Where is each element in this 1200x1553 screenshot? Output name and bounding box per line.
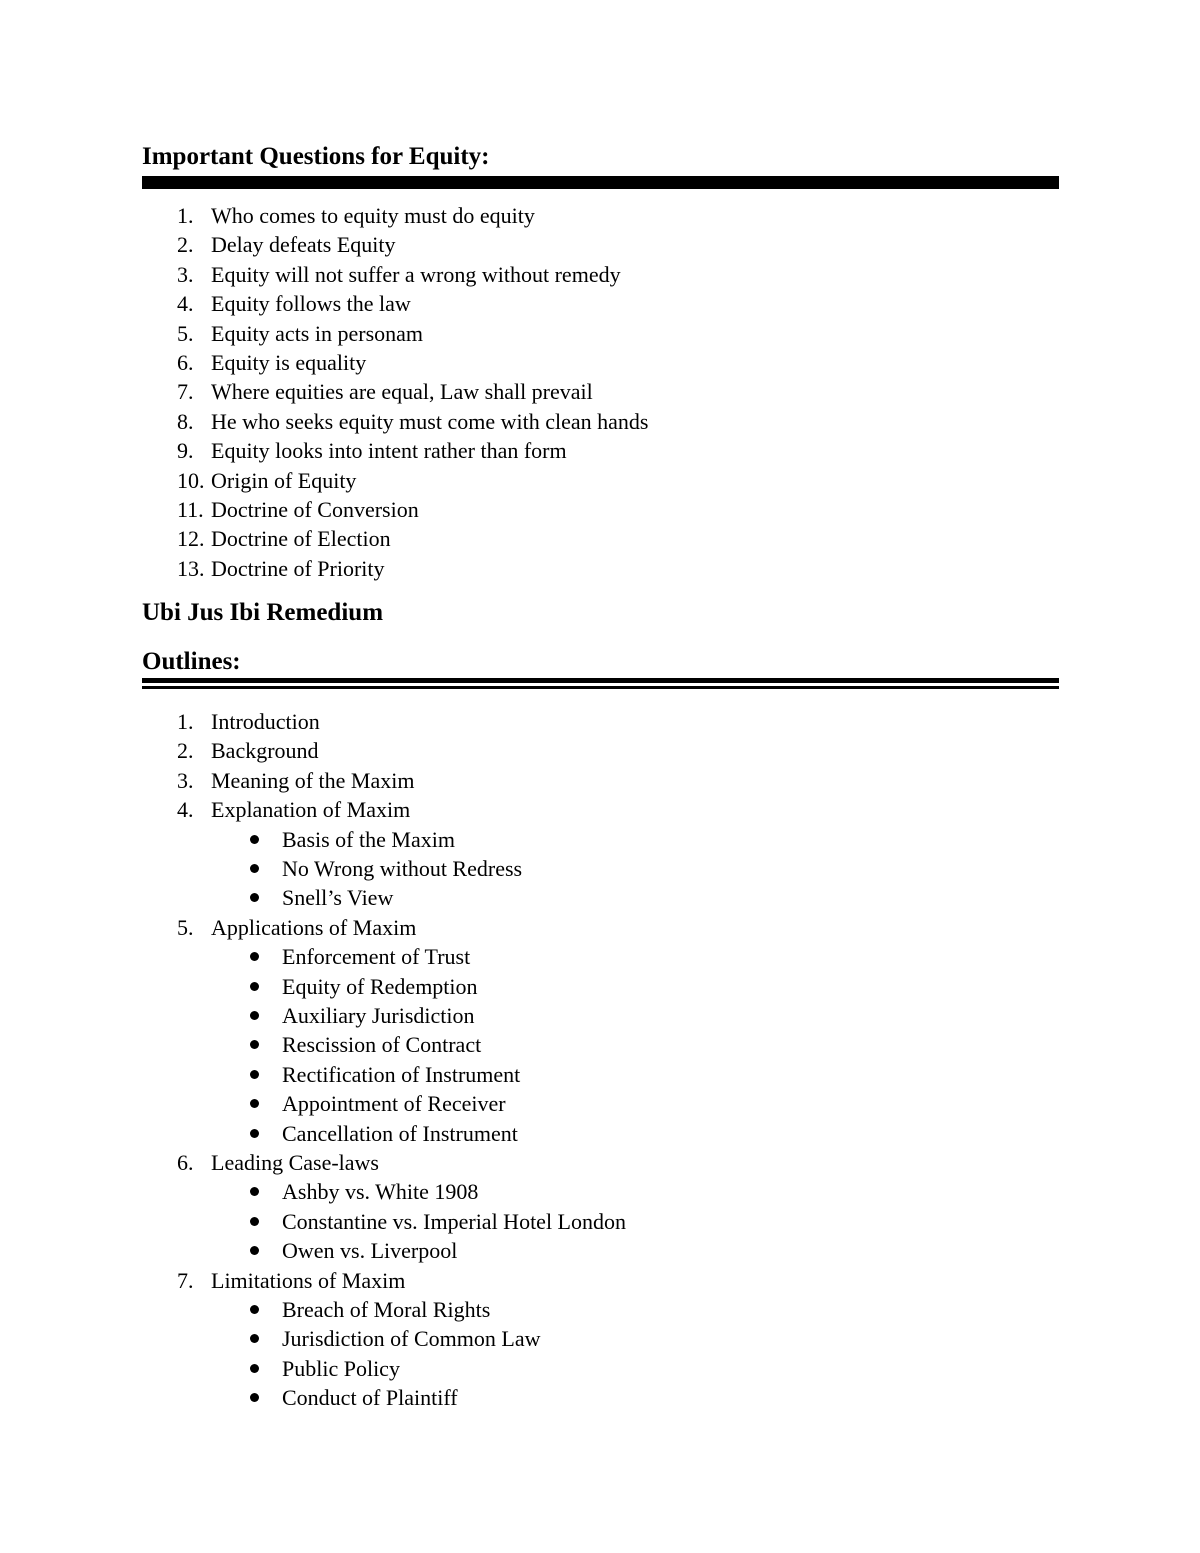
bullet-icon (250, 1393, 259, 1402)
sub-list-item (0, 854, 1200, 883)
bullet-icon (250, 893, 259, 902)
sub-list-item (0, 1236, 1200, 1265)
list-item-text: Equity follows the law (211, 291, 411, 317)
important-questions-heading: Important Questions for Equity: (142, 143, 490, 170)
sub-list-item-text: Equity of Redemption (282, 973, 478, 999)
sub-list-item-text: Breach of Moral Rights (282, 1297, 491, 1322)
list-item-number: 7. (177, 1267, 194, 1293)
bullet-icon (250, 864, 259, 873)
sub-list-item (0, 1324, 1200, 1353)
bullet-icon (250, 1040, 259, 1049)
list-item (0, 495, 1200, 524)
outlines-rule-top (142, 678, 1059, 683)
list-item-text: Equity is equality (211, 350, 367, 375)
outlines-rule-bottom (142, 686, 1059, 689)
sub-list-item (0, 1001, 1200, 1030)
sub-list-item (0, 1030, 1200, 1059)
maxim-title: Ubi Jus Ibi Remedium (142, 599, 384, 626)
bullet-icon (250, 1099, 259, 1108)
sub-list-item-text: Public Policy (282, 1355, 400, 1381)
sub-list-item (0, 942, 1200, 971)
list-item-number: 6. (177, 350, 194, 375)
list-item (0, 766, 1200, 795)
list-item-number: 6. (177, 1150, 194, 1175)
list-item-number: 2. (177, 738, 194, 764)
list-item-text: Who comes to equity must do equity (211, 203, 535, 228)
bullet-icon (250, 1187, 259, 1196)
bullet-icon (250, 1364, 259, 1373)
list-item-text: Equity will not suffer a wrong without remedy (211, 261, 621, 287)
sub-list-item (0, 825, 1200, 854)
list-item (0, 1266, 1200, 1295)
list-item-number: 3. (177, 767, 194, 793)
sub-list-item (0, 972, 1200, 1001)
bullet-icon (250, 1246, 259, 1255)
bullet-icon (250, 1334, 259, 1343)
list-item-text: Meaning of the Maxim (211, 767, 415, 793)
list-item (0, 260, 1200, 289)
list-item (0, 407, 1200, 436)
list-item-text: Explanation of Maxim (211, 797, 411, 823)
list-item (0, 1148, 1200, 1177)
list-item-number: 1. (177, 203, 194, 228)
list-item (0, 524, 1200, 553)
sub-list-item (0, 1119, 1200, 1148)
list-item (0, 436, 1200, 465)
list-item (0, 201, 1200, 230)
list-item (0, 319, 1200, 348)
list-item (0, 289, 1200, 318)
sub-list-item (0, 883, 1200, 912)
sub-list-item (0, 1207, 1200, 1236)
sub-list-item-text: Owen vs. Liverpool (282, 1238, 458, 1264)
sub-list-item (0, 1295, 1200, 1324)
outlines-heading: Outlines: (142, 648, 241, 675)
sub-list-item-text: Basis of the Maxim (282, 826, 455, 852)
bullet-icon (250, 1217, 259, 1226)
list-item-text: Doctrine of Election (211, 526, 391, 552)
sub-list-item-text: Enforcement of Trust (282, 944, 471, 970)
list-item-text: Introduction (211, 709, 320, 734)
list-item (0, 913, 1200, 942)
sub-list-item-text: Snell’s View (282, 885, 394, 911)
list-item-number: 10. (177, 467, 205, 493)
list-item (0, 230, 1200, 259)
sub-list-item-text: Conduct of Plaintiff (282, 1385, 458, 1411)
list-item-text: Applications of Maxim (211, 914, 417, 940)
list-item-text: Limitations of Maxim (211, 1267, 406, 1293)
list-item-text: Leading Case-laws (211, 1150, 379, 1175)
list-item-number: 5. (177, 320, 194, 346)
sub-list-item-text: Constantine vs. Imperial Hotel London (282, 1208, 626, 1234)
list-item-number: 8. (177, 408, 194, 434)
bullet-icon (250, 982, 259, 991)
list-item-number: 4. (177, 291, 194, 317)
list-item-number: 3. (177, 261, 194, 287)
sub-list-item (0, 1060, 1200, 1089)
list-item-text: He who seeks equity must come with clean hands (211, 408, 649, 434)
sub-list-item-text: Jurisdiction of Common Law (282, 1326, 541, 1352)
sub-list-item (0, 1177, 1200, 1206)
list-item-number: 5. (177, 914, 194, 940)
bullet-icon (250, 1070, 259, 1079)
list-item-number: 9. (177, 438, 194, 464)
list-item-number: 12. (177, 526, 205, 552)
bullet-icon (250, 835, 259, 844)
heading-rule-thick (142, 179, 1059, 189)
list-item-number: 4. (177, 797, 194, 823)
list-item-number: 1. (177, 709, 194, 734)
list-item (0, 377, 1200, 406)
list-item (0, 466, 1200, 495)
sub-list-item-text: Rescission of Contract (282, 1032, 482, 1058)
list-item-number: 11. (177, 497, 204, 522)
list-item-text: Background (211, 738, 319, 764)
list-item-text: Doctrine of Priority (211, 555, 385, 581)
bullet-icon (250, 952, 259, 961)
sub-list-item-text: Ashby vs. White 1908 (282, 1179, 479, 1205)
list-item-text: Equity acts in personam (211, 320, 424, 346)
list-item-number: 7. (177, 379, 194, 405)
sub-list-item-text: Rectification of Instrument (282, 1061, 521, 1087)
bullet-icon (250, 1305, 259, 1314)
list-item-number: 2. (177, 232, 194, 258)
sub-list-item-text: Appointment of Receiver (282, 1091, 506, 1117)
sub-list-item-text: Cancellation of Instrument (282, 1120, 518, 1146)
list-item (0, 554, 1200, 583)
list-item (0, 707, 1200, 736)
list-item-text: Where equities are equal, Law shall prevail (211, 379, 593, 405)
sub-list-item (0, 1383, 1200, 1412)
bullet-icon (250, 1011, 259, 1020)
list-item (0, 795, 1200, 824)
list-item-number: 13. (177, 555, 205, 581)
list-item (0, 736, 1200, 765)
sub-list-item-text: No Wrong without Redress (282, 856, 523, 881)
list-item-text: Delay defeats Equity (211, 232, 396, 258)
sub-list-item (0, 1354, 1200, 1383)
list-item-text: Origin of Equity (211, 467, 357, 493)
list-item-text: Doctrine of Conversion (211, 497, 419, 522)
list-item (0, 348, 1200, 377)
bullet-icon (250, 1129, 259, 1138)
sub-list-item (0, 1089, 1200, 1118)
list-item-text: Equity looks into intent rather than form (211, 438, 567, 464)
sub-list-item-text: Auxiliary Jurisdiction (282, 1003, 475, 1028)
